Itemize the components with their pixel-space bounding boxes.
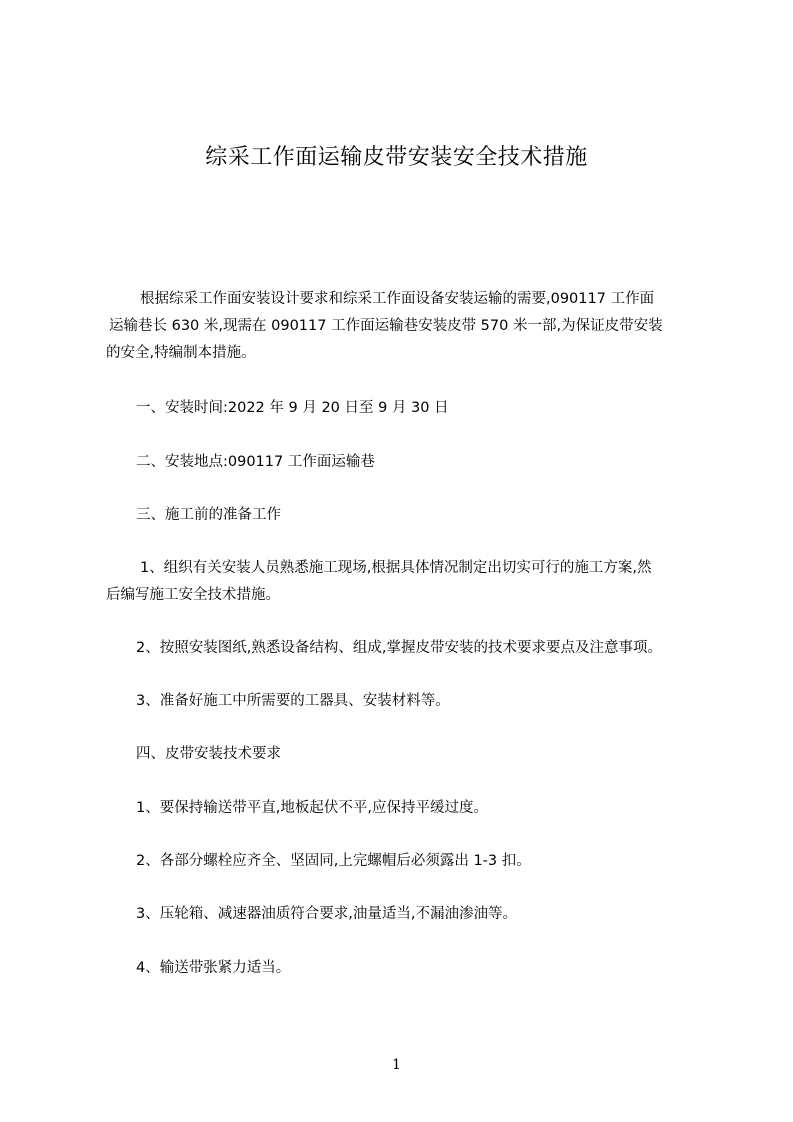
section-3-item-2: 2、按照安装图纸,熟悉设备结构、组成,掌握皮带安装的技术要求要点及注意事项。 [136,640,662,656]
intro-line-3: 的安全,特编制本措施。 [106,345,256,361]
section-4-heading: 四、皮带安装技术要求 [136,746,281,762]
intro-paragraph [106,286,716,367]
section-3-item-3: 3、准备好施工中所需要的工器具、安装材料等。 [136,693,450,709]
section-1-install-time: 一、安装时间:2022 年 9 月 20 日至 9 月 30 日 [136,400,449,416]
section-2-install-location: 二、安装地点:090117 工作面运输巷 [136,454,375,470]
page-number: 1 [392,1057,401,1073]
intro-line-2: 运输巷长 630 米,现需在 090117 工作面运输巷安装皮带 570 米一部,为保证皮带安装 [109,318,663,334]
section-4-item-2: 2、各部分螺栓应齐全、坚固同,上完螺帽后必须露出 1-3 扣。 [136,853,531,869]
section-3-heading: 三、施工前的准备工作 [136,507,281,523]
section-3-item-1-line-2: 后编写施工安全技术措施。 [106,587,280,603]
intro-line-1: 根据综采工作面安装设计要求和综采工作面设备安装运输的需要,090117 工作面 [140,291,655,307]
section-4-item-4: 4、输送带张紧力适当。 [136,960,291,976]
section-4-item-1: 1、要保持输送带平直,地板起伏不平,应保持平缓过度。 [136,800,488,816]
section-3-item-1 [106,555,716,609]
section-3-item-1-line-1: 1、组织有关安装人员熟悉施工现场,根据具体情况制定出切实可行的施工方案,然 [140,560,652,576]
section-4-item-3: 3、压轮箱、减速器油质符合要求,油量适当,不漏油渗油等。 [136,906,517,922]
page-title: 综采工作面运输皮带安装安全技术措施 [205,145,588,170]
